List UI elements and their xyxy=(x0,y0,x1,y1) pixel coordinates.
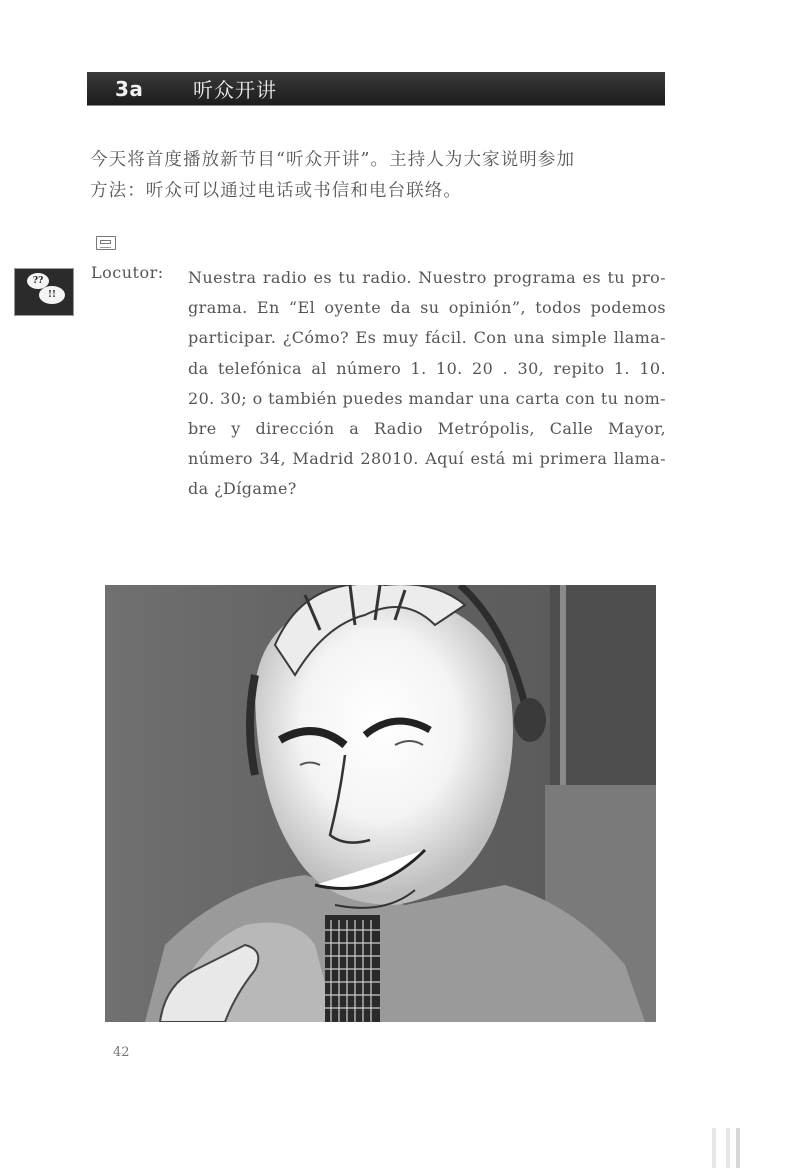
section-header xyxy=(87,72,665,106)
dialogue-line: grama. En “El oyente da su opinión”, todos podemos xyxy=(188,298,666,318)
dialogue-line: número 34, Madrid 28010. Aquí está mi primera llama- xyxy=(188,449,666,469)
dialogue-line: 20. 30; o también puedes mandar una carta con tu nom- xyxy=(188,388,666,408)
exclamation-bubble-icon: !! xyxy=(39,286,65,304)
speaker-label: Locutor: xyxy=(91,263,164,282)
dialogue-bubbles-icon xyxy=(14,268,74,316)
cassette-icon xyxy=(96,236,116,250)
dialogue-line: participar. ¿Cómo? Es muy fácil. Con una simple llama- xyxy=(188,328,666,348)
section-title: 听众开讲 xyxy=(193,78,277,102)
section-number: 3a xyxy=(115,76,144,101)
dialogue-line: Nuestra radio es tu radio. Nuestro programa es tu pro- xyxy=(188,268,666,287)
radio-host-sketch-icon xyxy=(105,585,656,1022)
intro-line: 方法：听众可以通过电话或书信和电台联络。 xyxy=(90,181,462,201)
dialogue-line: da ¿Dígame? xyxy=(188,479,297,499)
scan-artifact xyxy=(712,1128,752,1168)
intro-paragraph xyxy=(90,145,670,207)
dialogue-line: bre y dirección a Radio Metrópolis, Calle Mayor, xyxy=(188,419,666,439)
dialogue-line: da telefónica al número 1. 10. 20 . 30, repito 1. 10. xyxy=(188,358,666,378)
dialogue-text xyxy=(188,263,666,505)
radio-host-illustration xyxy=(105,585,656,1022)
page-number: 42 xyxy=(113,1045,130,1060)
intro-line: 今天将首度播放新节目“听众开讲”。主持人为大家说明参加 xyxy=(90,150,576,170)
question-bubble-icon: ?? xyxy=(27,273,49,289)
